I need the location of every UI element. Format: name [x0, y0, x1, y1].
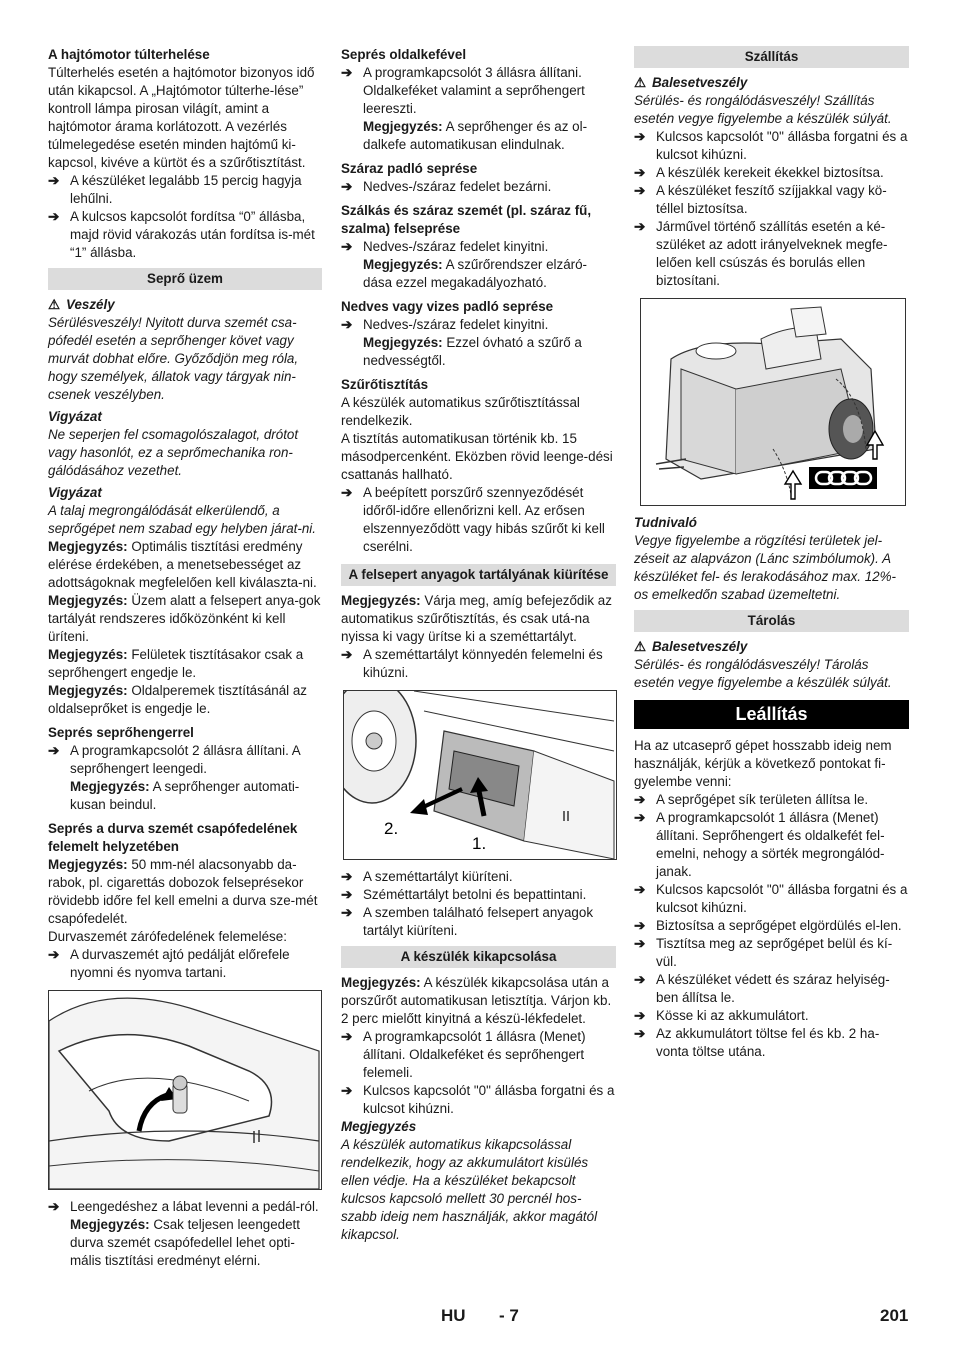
step-program-switch-3: ➔ A programkapcsolót 3 állásra állítani. Oldalkeféket valamint a seprőhengert leereszti. — [341, 64, 616, 118]
note-large-debris: Megjegyzés: 50 mm-nél alacsonyabb da-rabok, pl. cigarettás dobozok felseprésekor rövidebb időre fel kell emelni a durva sze-mét csapófedelét. — [48, 857, 318, 926]
warning-triangle-icon: ⚠ — [48, 297, 61, 312]
step-cool-down: ➔ A készüléket legalább 15 percig hagyja lehűlni. — [48, 172, 322, 208]
step-store-dry: ➔ A készüléket védett és száraz helyiség-ben állítsa le. — [634, 971, 909, 1007]
figure-flap-pedal — [48, 990, 322, 1190]
heading-wet-floor: Nedves vagy vizes padló seprése — [341, 299, 554, 314]
caution-text-1: Ne seperjen fel csomagolószalagot, drótot vagy hasonlót, ez a seprőmechanika ron-gálódásához vezethet. — [48, 427, 299, 478]
step-key-switch-reset: ➔ A kulcsos kapcsolót fordítsa “0” állásba, majd rövid várakozás után fordítsa is-mét “1” állásba. — [48, 208, 322, 262]
info-heading: Tudnivaló — [634, 515, 697, 530]
step-key-off-transport: ➔ Kulcsos kapcsolót "0" állásba forgatni és a kulcsot kihúzni. — [634, 128, 909, 164]
column-3 — [634, 44, 909, 1061]
step-empty-container: ➔ A szeméttartályt kiüríteni. — [341, 868, 616, 886]
paragraph-shutdown: Ha az utcaseprő gépet hosszabb ideig nem használják, kérjük a következő pontokat fi-gyelembe venni: — [634, 738, 892, 789]
info-text: Vegye figyelembe a rögzítési területek jel-zéseit az alapvázon (Lánc szimbólumok). A készüléket fel- és lerakodásához max. 12%-os emelkedőn szabad üzemeltetni. — [634, 533, 896, 602]
section-band-empty-container: A felsepert anyagok tartályának kiürítése — [341, 564, 616, 586]
caution-heading-1: Vigyázat — [48, 409, 102, 424]
step-check-filter: ➔ A beépített porszűrő szennyeződését időről-időre ellenőrizni kell. Az erősen elszennyeződött vagy hibás szűrőt ki kell cserélni. — [341, 484, 616, 556]
note-switch-off: Megjegyzés: A készülék kikapcsolása után a porszűrőt automatikusan letisztítja. Várjon kb. 2 perc mielőtt kinyitná a készü-lékfedelet. — [341, 975, 612, 1026]
warning-triangle-icon: ⚠ — [634, 75, 647, 90]
footer-language: HU — [441, 1306, 466, 1325]
heading-fibrous-debris: Szálkás és száraz szemét (pl. száraz fű, szalma) felseprése — [341, 203, 592, 236]
step-strap-device: ➔ A készüléket feszítő szíjjakkal vagy kö-téllel biztosítsa. — [634, 182, 909, 218]
step-open-wet-dry-flap-1: ➔ Nedves-/száraz fedelet kinyitni. — [341, 238, 616, 256]
note-edges: Megjegyzés: Oldalperemek tisztításánál az oldalseprőket is engedje le. — [48, 683, 307, 716]
caution-text-2: A talaj megrongálódását elkerülendő, a seprőgépet nem szabad egy helyben járat-ni. — [48, 503, 316, 536]
heading-dry-floor: Száraz padló seprése — [341, 161, 478, 176]
section-band-transport: Szállítás — [634, 46, 909, 68]
footer-page-number: 201 — [880, 1306, 909, 1325]
section-band-switch-off: A készülék kikapcsolása — [341, 946, 616, 968]
heading-roller-sweeping: Seprés seprőhengerrel — [48, 725, 194, 740]
step-charge-battery: ➔ Az akkumulátort töltse fel és kb. 2 ha-vonta töltse utána. — [634, 1025, 909, 1061]
step-lift-container: ➔ A szeméttartályt könnyedén felemelni és kihúzni. — [341, 646, 616, 682]
figure-container-removal — [343, 690, 617, 860]
note-side-brush-auto: Megjegyzés: A seprőhenger és az ol-dalkefe automatikusan elindulnak. — [363, 119, 588, 152]
column-2 — [341, 44, 616, 1244]
caution-heading-2: Vigyázat — [48, 485, 102, 500]
step-release-pedal: ➔ Leengedéshez a lábat levenni a pedál-ról. — [48, 1198, 322, 1216]
step-park-level: ➔ A seprőgépet sík területen állítsa le. — [634, 791, 909, 809]
step-wedge-wheels: ➔ A készülék kerekeit ékekkel biztosítsa. — [634, 164, 909, 182]
note-roller-auto: Megjegyzés: A seprőhenger automati-kusan beindul. — [70, 779, 300, 812]
step-open-wet-dry-flap-2: ➔ Nedves-/száraz fedelet kinyitni. — [341, 316, 616, 334]
note-speed: Megjegyzés: Optimális tisztítási eredmény elérése érdekében, a menetsebességet az adottságoknak megfelelően kell kiválaszta-ni. — [48, 539, 317, 590]
heading-drive-motor-overload: A hajtómotor túlterhelése — [48, 47, 210, 62]
heading-flap-raised: Seprés a durva szemét csapófedelének felemelt helyzetében — [48, 821, 298, 854]
heading-side-brush: Seprés oldalkefével — [341, 47, 467, 62]
figure-label-1: 1. — [472, 834, 487, 853]
step-key-off: ➔ Kulcsos kapcsolót "0" állásba forgatni és a kulcsot kihúzni. — [341, 1082, 616, 1118]
figure-sweeper-tiedown — [640, 298, 906, 506]
step-clean-sweeper: ➔ Tisztítsa meg az seprőgépet belül és kí-vül. — [634, 935, 909, 971]
warning-storage-text: Sérülés- és rongálódásveszély! Tárolás esetén vegye figyelembe a készülék súlyát. — [634, 657, 892, 690]
column-1 — [48, 44, 322, 1270]
step-press-pedal: ➔ A durvaszemét ajtó pedálját előrefele nyomni és nyomva tartani. — [48, 946, 322, 982]
figure-label-2: 2. — [384, 819, 399, 838]
heading-filter-cleaning: Szűrőtisztítás — [341, 377, 429, 392]
footer-local-page: - 7 — [499, 1306, 519, 1325]
note-filter-clog: Megjegyzés: A szűrőrendszer elzáró-dása ezzel megakadályozható. — [363, 257, 588, 290]
note-filter-moisture: Megjegyzés: Ezzel óvható a szűrő a nedvességtől. — [363, 335, 582, 368]
step-secure-rolling: ➔ Biztosítsa a seprőgépet elgördülés el-len. — [634, 917, 909, 935]
note-auto-shutoff: A készülék automatikus kikapcsolással rendelkezik, hogy az akkumulátort kisülés ellen védje. Ha a készüléket bekapcsolt kulcsos kapcsoló mellett 30 percnél hos-szabb ideig nem használják, akkor magától kikapcsol. — [341, 1137, 598, 1242]
warning-danger: ⚠ Veszély — [48, 297, 115, 312]
step-program-switch-2: ➔ A programkapcsolót 2 állásra állítani. A seprőhengert leengedi. — [48, 742, 322, 778]
warning-accident-2: ⚠ Balesetveszély — [634, 639, 748, 654]
warning-triangle-icon: ⚠ — [634, 639, 647, 654]
step-close-wet-dry-flap: ➔ Nedves-/száraz fedelet bezárni. — [341, 178, 616, 196]
warning-accident-1: ⚠ Balesetveszély — [634, 75, 748, 90]
step-empty-opposite: ➔ A szemben található felsepert anyagok tartályt kiüríteni. — [341, 904, 616, 940]
paragraph-filter-2: A tisztítás automatikusan történik kb. 15 másodpercenként. Eközben rövid leenge-dési csattanás hallható. — [341, 431, 613, 482]
paragraph-flap-raise: Durvaszemét zárófedelének felemelése: — [48, 929, 287, 944]
section-heading-shutdown: Leállítás — [634, 700, 909, 729]
note-italic-heading: Megjegyzés — [341, 1119, 417, 1134]
note-empty-container: Megjegyzés: Üzem alatt a felsepert anya-gok tartályát rendszeres időközönként ki kell üríteni. — [48, 593, 321, 644]
section-band-sweeping: Seprő üzem — [48, 268, 322, 290]
warning-danger-text: Sérülésveszély! Nyitott durva szemét csa-pófedél esetén a seprőhenger követ vagy murvát dobhat előre. Győződjön meg róla, hogy személyek, állatok vagy tárgyak nin-csenek veszélyben. — [48, 315, 299, 402]
step-program-switch-1: ➔ A programkapcsolót 1 állásra (Menet) állítani. Oldalkeféket és seprőhengert felemeli. — [341, 1028, 616, 1082]
step-key-off-storage: ➔ Kulcsos kapcsolót "0" állásba forgatni és a kulcsot kihúzni. — [634, 881, 909, 917]
step-vehicle-transport: ➔ Járművel történő szállítás esetén a ké-szüléket az adott irányelveknek megfe-lelően kell csúszás és borulás ellen biztosítani. — [634, 218, 909, 290]
step-disconnect-battery: ➔ Kösse ki az akkumulátort. — [634, 1007, 909, 1025]
step-raise-brushes: ➔ A programkapcsolót 1 állásra (Menet) állítani. Seprőhengert és oldalkefét fel-emelni, nehogy a sörték megrongálód-janak. — [634, 809, 909, 881]
note-wait-filter: Megjegyzés: Várja meg, amíg befejeződik az automatikus szűrőtisztítás, és csak utá-na nyissa ki vagy ürítse ki a szeméttartályt. — [341, 593, 612, 644]
paragraph-overload: Túlterhelés esetén a hajtómotor bizonyos idő után kikapcsol. A „Hajtómotor túlterhe-lése” kontroll lámpa pirosan világít, amint a hajtómotor áramа korlátozott. A vezérlés túlmelegedése esetén minden hajtómű ki-kapcsol, kivéve a kürtöt és a szűrőtisztítást. — [48, 65, 315, 170]
section-band-storage: Tárolás — [634, 610, 909, 632]
step-insert-container: ➔ Széméttartályt betolni és bepattintani. — [341, 886, 616, 904]
paragraph-filter-1: A készülék automatikus szűrőtisztítással rendelkezik. — [341, 395, 580, 428]
warning-transport-text: Sérülés- és rongálódásveszély! Szállítás esetén vegye figyelembe a készülék súlyát. — [634, 93, 892, 126]
note-flap-lowered: Megjegyzés: Csak teljesen leengedett durva szemét csapófedellel lehet opti-mális tisztítási eredményt elérni. — [70, 1217, 300, 1268]
note-surfaces: Megjegyzés: Felületek tisztításakor csak a seprőhengert engedje le. — [48, 647, 304, 680]
